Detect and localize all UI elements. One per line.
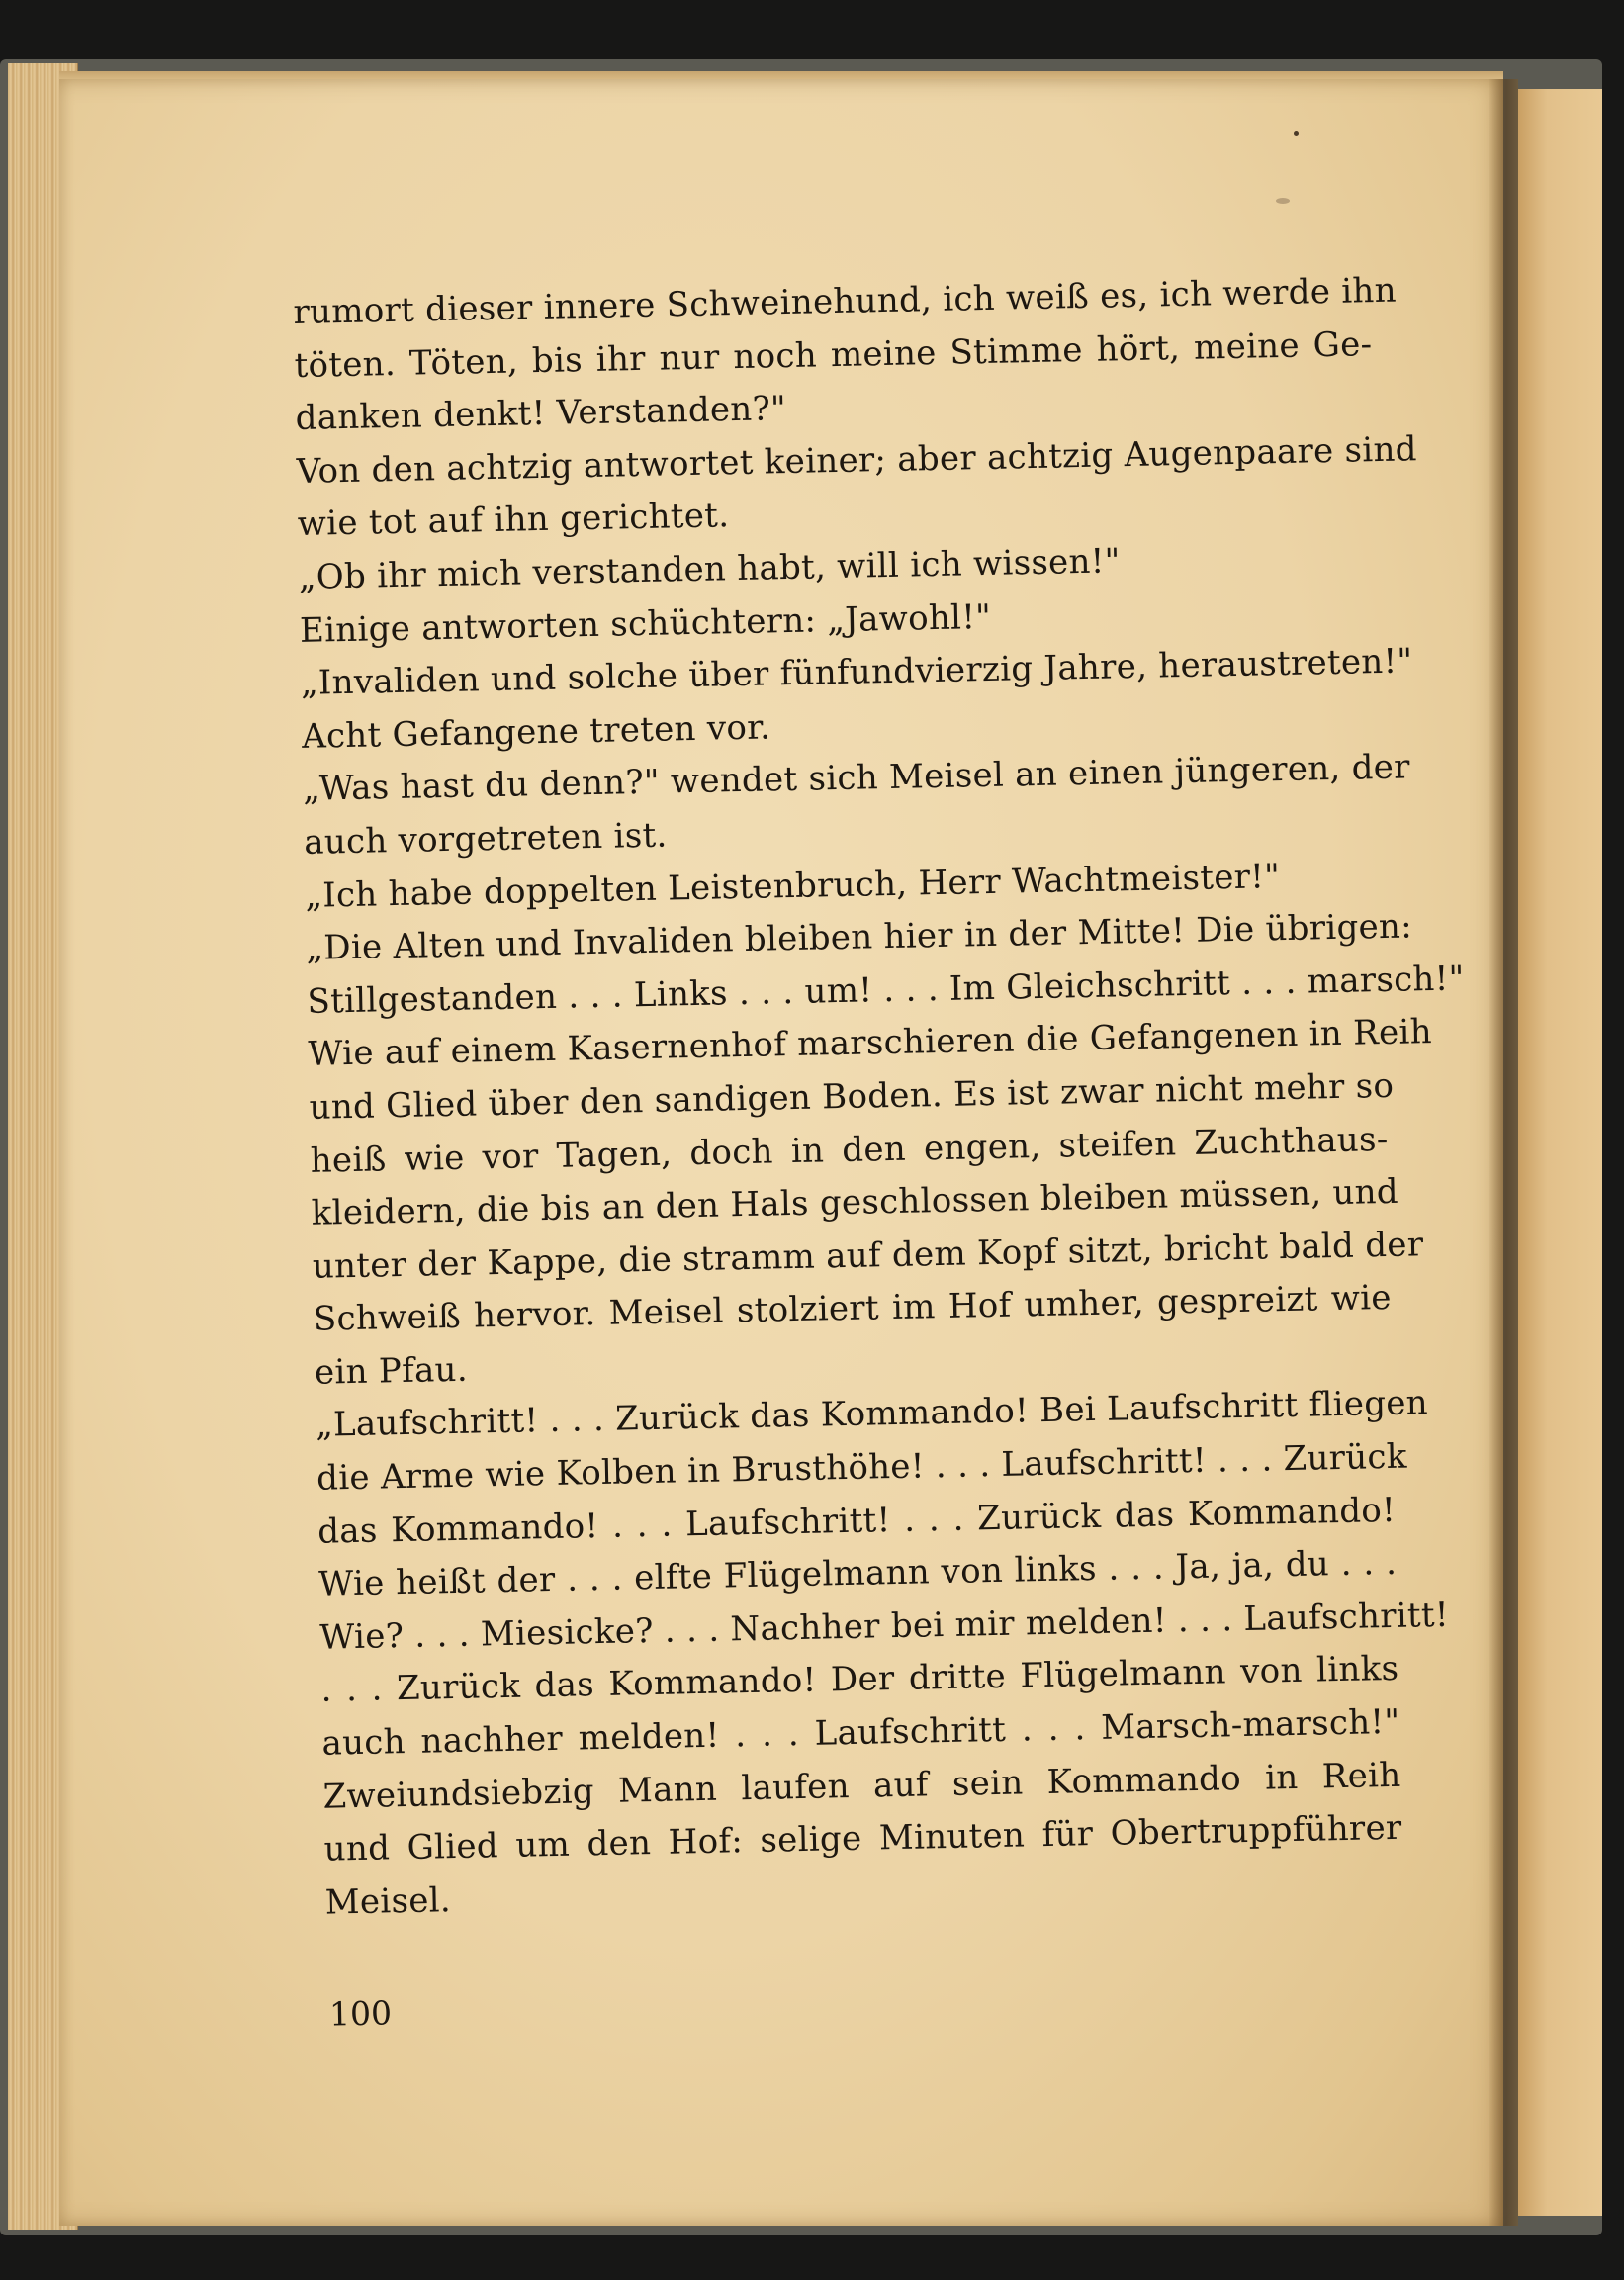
text-line: Zweiundsiebzig Mann laufen auf sein Kommando in Reih bbox=[322, 1755, 1401, 1817]
page-number: 100 bbox=[328, 1993, 393, 2034]
facing-page-edge bbox=[1518, 89, 1602, 2216]
text-line: kleidern, die bis an den Hals geschlossen bleiben müssen, und bbox=[311, 1171, 1399, 1233]
text-line: töten. Töten, bis ihr nur noch meine Stimme hört, meine Ge- bbox=[294, 323, 1373, 386]
text-line: „Invaliden und solche über fünfundvierzig Jahre, heraustreten!" bbox=[300, 641, 1413, 704]
text-line: und Glied um den Hof: selige Minuten für Obertruppführer bbox=[323, 1808, 1402, 1870]
text-line: „Laufschritt! . . . Zurück das Kommando! Bei Laufschritt fliegen bbox=[315, 1383, 1429, 1446]
text-line: auch vorgetreten ist. bbox=[303, 815, 668, 863]
text-line: ein Pfau. bbox=[314, 1349, 469, 1393]
body-text bbox=[293, 265, 1465, 1930]
text-line: Meisel. bbox=[324, 1879, 452, 1923]
text-line: die Arme wie Kolben in Brusthöhe! . . . Laufschritt! . . . Zurück bbox=[316, 1436, 1408, 1499]
text-line: danken denkt! Verstanden?" bbox=[295, 389, 787, 439]
text-line: das Kommando! . . . Laufschritt! . . . Zurück das Kommando! bbox=[316, 1490, 1397, 1552]
text-line: „Ich habe doppelten Leistenbruch, Herr Wachtmeister!" bbox=[304, 856, 1281, 916]
text-line: . . . Zurück das Kommando! Der dritte Flügelmann von links bbox=[320, 1649, 1399, 1711]
text-line: Einige antworten schüchtern: „Jawohl!" bbox=[299, 596, 992, 651]
text-line: Stillgestanden . . . Links . . . um! . . . Im Gleichschritt . . . marsch!" bbox=[307, 958, 1465, 1022]
text-line: „Die Alten und Invaliden bleiben hier in der Mitte! Die übrigen: bbox=[306, 906, 1413, 968]
paper-stain bbox=[1276, 198, 1290, 204]
text-line: Wie heißt der . . . elfte Flügelmann von links . . . Ja, ja, du . . . bbox=[317, 1543, 1398, 1604]
text-line: Wie auf einem Kasernenhof marschieren die Gefangenen in Reih bbox=[308, 1012, 1433, 1075]
text-line: „Was hast du denn?" wendet sich Meisel an einen jüngeren, der bbox=[302, 747, 1411, 810]
text-line: Acht Gefangene treten vor. bbox=[301, 707, 771, 757]
text-line: „Ob ihr mich verstanden habt, will ich wissen!" bbox=[298, 541, 1122, 597]
text-line: wie tot auf ihn gerichtet. bbox=[297, 496, 730, 545]
text-line: unter der Kappe, die stramm auf dem Kopf sitzt, bricht bald der bbox=[312, 1224, 1424, 1287]
text-line: Von den achtzig antwortet keiner; aber achtzig Augenpaare sind bbox=[296, 429, 1418, 492]
text-line: Schweiß hervor. Meisel stolziert im Hof umher, gespreizt wie bbox=[313, 1278, 1393, 1340]
paper-speck bbox=[1294, 131, 1299, 136]
text-line: auch nachher melden! . . . Laufschritt . . . Marsch-marsch!" bbox=[321, 1701, 1400, 1764]
text-line: Wie? . . . Miesicke? . . . Nachher bei mir melden! . . . Laufschritt! bbox=[319, 1595, 1450, 1658]
book-gutter bbox=[1489, 79, 1518, 2226]
text-line: rumort dieser innere Schweinehund, ich weiß es, ich werde ihn bbox=[293, 270, 1398, 332]
text-line: heiß wie vor Tagen, doch in den engen, steifen Zuchthaus- bbox=[310, 1119, 1389, 1181]
text-line: und Glied über den sandigen Boden. Es ist zwar nicht mehr so bbox=[309, 1065, 1395, 1128]
